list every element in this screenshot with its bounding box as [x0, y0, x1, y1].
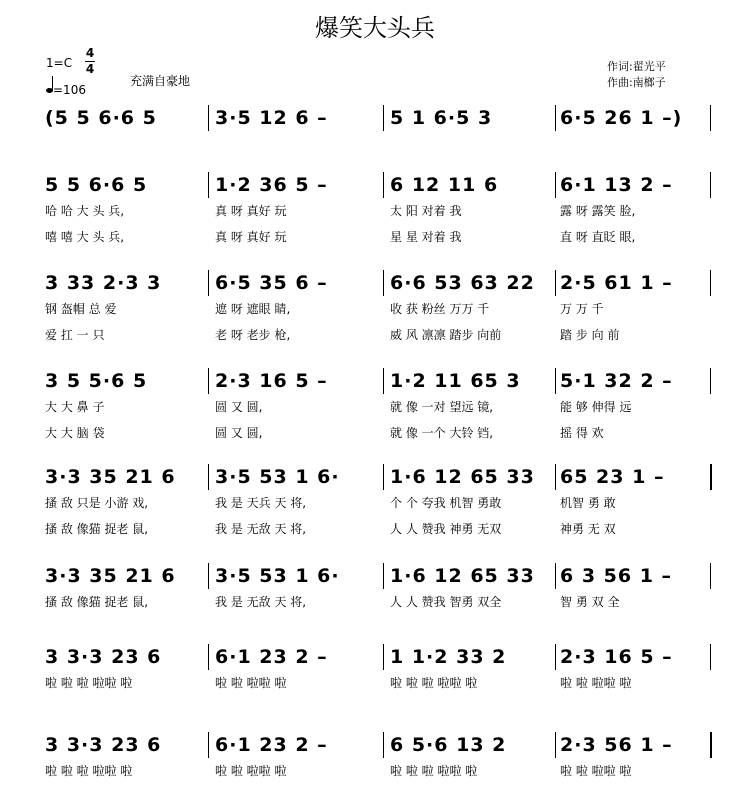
time-signature-top: 4 — [85, 46, 95, 60]
lyric-segment: 我 是 无敌 天 将, — [215, 595, 307, 609]
score-system — [40, 368, 720, 444]
notation-row — [40, 105, 720, 131]
lyric-line — [40, 520, 720, 540]
measure: 1·2 11 65 3 — [390, 370, 521, 392]
lyric-segment: 太 阳 对着 我 — [390, 204, 462, 218]
score-system — [40, 644, 720, 694]
measure: 3 5 5·6 5 — [45, 370, 148, 392]
bar-line — [208, 464, 209, 490]
bar-line — [208, 270, 209, 296]
lyric-segment: 我 是 无敌 天 将, — [215, 522, 307, 536]
bar-line — [710, 732, 712, 758]
notation-row — [40, 270, 720, 296]
lyric-segment: 遮 呀 遮眼 睛, — [215, 302, 291, 316]
measure: 1·6 12 65 33 — [390, 466, 535, 488]
measure: 3 33 2·3 3 — [45, 272, 162, 294]
measure: 5 1 6·5 3 — [390, 107, 493, 129]
bar-line — [555, 563, 556, 589]
lyric-segment: 搔 敌 像猫 捉老 鼠, — [45, 595, 149, 609]
measure: 3·5 53 1 6· — [215, 466, 340, 488]
bar-line — [555, 644, 556, 670]
measure: 5·1 32 2 – — [560, 370, 673, 392]
bar-line — [383, 644, 384, 670]
bar-line — [555, 172, 556, 198]
bar-line — [555, 270, 556, 296]
bar-line — [208, 732, 209, 758]
bar-line — [710, 563, 711, 589]
score-system — [40, 464, 720, 540]
bar-line — [555, 105, 556, 131]
lyric-line — [40, 398, 720, 418]
notation-row — [40, 563, 720, 589]
bar-line — [710, 270, 711, 296]
bar-line — [710, 368, 711, 394]
lyric-segment: 大 大 鼻 子 — [45, 400, 105, 414]
notation-row — [40, 644, 720, 670]
lyric-segment: 嘻 嘻 大 头 兵, — [45, 230, 125, 244]
lyric-segment: 我 是 天兵 天 将, — [215, 496, 307, 510]
measure: 2·3 56 1 – — [560, 734, 673, 756]
lyric-segment: 啦 啦 啦 啦啦 啦 — [45, 764, 133, 778]
bar-line — [555, 368, 556, 394]
lyric-line — [40, 424, 720, 444]
measure: 6·1 23 2 – — [215, 734, 328, 756]
measure: 6·1 23 2 – — [215, 646, 328, 668]
bar-line — [710, 464, 712, 490]
lyric-segment: 爱 扛 一 只 — [45, 328, 105, 342]
notation-row — [40, 732, 720, 758]
lyric-line — [40, 202, 720, 222]
composer-credit: 作曲:南榔子 — [607, 76, 666, 89]
bar-line — [208, 172, 209, 198]
lyric-segment: 圆 又 圆, — [215, 426, 263, 440]
lyricist-credit: 作词:翟光平 — [607, 60, 666, 73]
measure: 3·3 35 21 6 — [45, 565, 176, 587]
measure: 3·5 12 6 – — [215, 107, 328, 129]
lyric-segment: 露 呀 露笑 脸, — [560, 204, 636, 218]
lyric-segment: 威 风 凛凛 踏步 向前 — [390, 328, 502, 342]
bar-line — [208, 368, 209, 394]
lyric-segment: 哈 哈 大 头 兵, — [45, 204, 125, 218]
measure: 1·6 12 65 33 — [390, 565, 535, 587]
measure: 6·6 53 63 22 — [390, 272, 535, 294]
measure: 3 3·3 23 6 — [45, 646, 162, 668]
lyric-segment: 真 呀 真好 玩 — [215, 204, 287, 218]
lyric-segment: 就 像 一个 大铃 铛, — [390, 426, 494, 440]
measure: 1 1·2 33 2 — [390, 646, 507, 668]
lyric-segment: 老 呀 老步 枪, — [215, 328, 291, 342]
lyric-segment: 就 像 一对 望远 镜, — [390, 400, 494, 414]
score-system — [40, 105, 720, 131]
bar-line — [383, 732, 384, 758]
quarter-note-icon — [46, 88, 53, 93]
measure: 6 12 11 6 — [390, 174, 499, 196]
lyric-line — [40, 228, 720, 248]
lyric-segment: 大 大 脑 袋 — [45, 426, 105, 440]
lyric-segment: 啦 啦 啦啦 啦 — [215, 764, 287, 778]
lyric-segment: 人 人 赞我 智勇 双全 — [390, 595, 502, 609]
measure: 65 23 1 – — [560, 466, 665, 488]
measure: 6 3 56 1 – — [560, 565, 673, 587]
measure: (5 5 6·6 5 — [45, 107, 157, 129]
notation-row — [40, 368, 720, 394]
time-signature — [85, 47, 95, 76]
measure: 3 3·3 23 6 — [45, 734, 162, 756]
score-system — [40, 270, 720, 346]
lyric-segment: 啦 啦 啦啦 啦 — [560, 676, 632, 690]
lyric-line — [40, 674, 720, 694]
lyric-segment: 星 星 对着 我 — [390, 230, 462, 244]
time-signature-bottom: 4 — [85, 62, 95, 76]
lyric-segment: 人 人 赞我 神勇 无双 — [390, 522, 502, 536]
score-system — [40, 563, 720, 613]
lyric-segment: 圆 又 圆, — [215, 400, 263, 414]
measure: 2·3 16 5 – — [560, 646, 673, 668]
bar-line — [383, 270, 384, 296]
measure: 1·2 36 5 – — [215, 174, 328, 196]
bar-line — [208, 105, 209, 131]
lyric-line — [40, 593, 720, 613]
bar-line — [383, 563, 384, 589]
bar-line — [208, 563, 209, 589]
lyric-line — [40, 326, 720, 346]
measure: 5 5 6·6 5 — [45, 174, 148, 196]
bar-line — [383, 105, 384, 131]
lyric-segment: 踏 步 向 前 — [560, 328, 620, 342]
score-system — [40, 172, 720, 248]
tempo-marking — [46, 83, 86, 97]
measure: 6·5 26 1 –) — [560, 107, 683, 129]
notation-row — [40, 464, 720, 490]
score-system — [40, 732, 720, 782]
lyric-segment: 能 够 伸得 远 — [560, 400, 632, 414]
lyric-segment: 神勇 无 双 — [560, 522, 616, 536]
expression-marking: 充满自豪地 — [130, 74, 191, 88]
bar-line — [710, 644, 711, 670]
bar-line — [208, 644, 209, 670]
lyric-line — [40, 762, 720, 782]
bar-line — [555, 732, 556, 758]
bar-line — [383, 464, 384, 490]
measure: 6 5·6 13 2 — [390, 734, 507, 756]
lyric-segment: 摇 得 欢 — [560, 426, 604, 440]
lyric-line — [40, 300, 720, 320]
lyric-line — [40, 494, 720, 514]
song-title: 爆笑大头兵 — [315, 14, 435, 42]
bar-line — [555, 464, 556, 490]
lyric-segment: 啦 啦 啦啦 啦 — [560, 764, 632, 778]
bar-line — [710, 105, 711, 131]
lyric-segment: 直 呀 直眨 眼, — [560, 230, 636, 244]
lyric-segment: 啦 啦 啦 啦啦 啦 — [390, 676, 478, 690]
notation-row — [40, 172, 720, 198]
lyric-segment: 啦 啦 啦 啦啦 啦 — [390, 764, 478, 778]
lyric-segment: 搔 敌 像猫 捉老 鼠, — [45, 522, 149, 536]
lyric-segment: 万 万 千 — [560, 302, 604, 316]
bar-line — [383, 368, 384, 394]
measure: 6·5 35 6 – — [215, 272, 328, 294]
measure: 6·1 13 2 – — [560, 174, 673, 196]
bar-line — [710, 172, 711, 198]
measure: 3·5 53 1 6· — [215, 565, 340, 587]
lyric-segment: 智 勇 双 全 — [560, 595, 620, 609]
lyric-segment: 真 呀 真好 玩 — [215, 230, 287, 244]
lyric-segment: 钢 盔帽 总 爱 — [45, 302, 117, 316]
lyric-segment: 啦 啦 啦啦 啦 — [215, 676, 287, 690]
bar-line — [383, 172, 384, 198]
key-signature: 1=C — [46, 56, 73, 70]
tempo-value: =106 — [53, 83, 86, 97]
lyric-segment: 啦 啦 啦 啦啦 啦 — [45, 676, 133, 690]
measure: 2·3 16 5 – — [215, 370, 328, 392]
lyric-segment: 个 个 夸我 机智 勇敢 — [390, 496, 502, 510]
measure: 2·5 61 1 – — [560, 272, 673, 294]
lyric-segment: 机智 勇 敢 — [560, 496, 616, 510]
lyric-segment: 搔 敌 只是 小游 戏, — [45, 496, 149, 510]
measure: 3·3 35 21 6 — [45, 466, 176, 488]
lyric-segment: 收 获 粉丝 万万 千 — [390, 302, 490, 316]
